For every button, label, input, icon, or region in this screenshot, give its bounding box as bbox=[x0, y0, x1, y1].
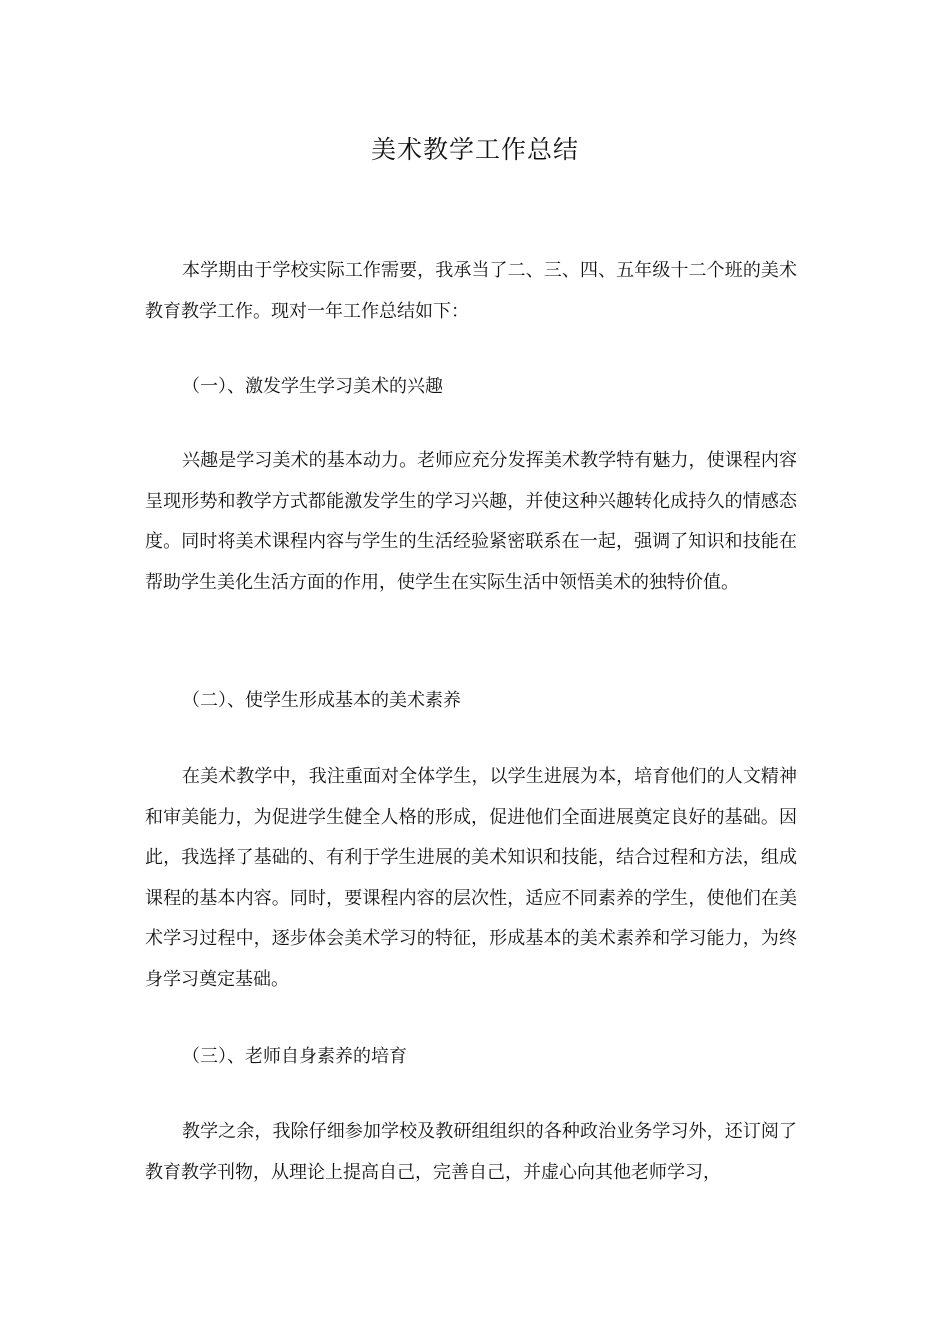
section-body-2: 在美术教学中，我注重面对全体学生，以学生进展为本，培育他们的人文精神和审美能力，为促进学生健全人格的形成，促进他们全面进展奠定良好的基础。因此，我选择了基础的、有利于学生进展的美术知识和技能，结合过程和方法，组成课程的基本内容。同时，要课程内容的层次性，适应不同素养的学生，使他们在美术学习过程中，逐步体会美术学习的特征，形成基本的美术素养和学习能力，为终身学习奠定基础。 bbox=[145, 766, 797, 990]
section-heading-1: （一）、激发学生学习美术的兴趣 bbox=[182, 376, 443, 397]
section-body-1: 兴趣是学习美术的基本动力。老师应充分发挥美术教学特有魅力，使课程内容呈现形势和教学方式都能激发学生的学习兴趣，并使这种兴趣转化成持久的情感态度。同时将美术课程内容与学生的生活经验紧密联系在一起，强调了知识和技能在帮助学生美化生活方面的作用，使学生在实际生活中领悟美术的独特价值。 bbox=[145, 450, 797, 593]
intro-paragraph: 本学期由于学校实际工作需要，我承当了二、三、四、五年级十二个班的美术教育教学工作。现对一年工作总结如下： bbox=[145, 260, 797, 322]
section-heading-2: （二）、使学生形成基本的美术素养 bbox=[182, 690, 461, 711]
document-title: 美术教学工作总结 bbox=[370, 135, 579, 164]
section-body-3: 教学之余，我除仔细参加学校及教研组组织的各种政治业务学习外，还订阅了教育教学刊物，从理论上提高自己，完善自己，并虚心向其他老师学习， bbox=[145, 1121, 797, 1183]
section-heading-3: （三）、老师自身素养的培育 bbox=[182, 1046, 407, 1067]
